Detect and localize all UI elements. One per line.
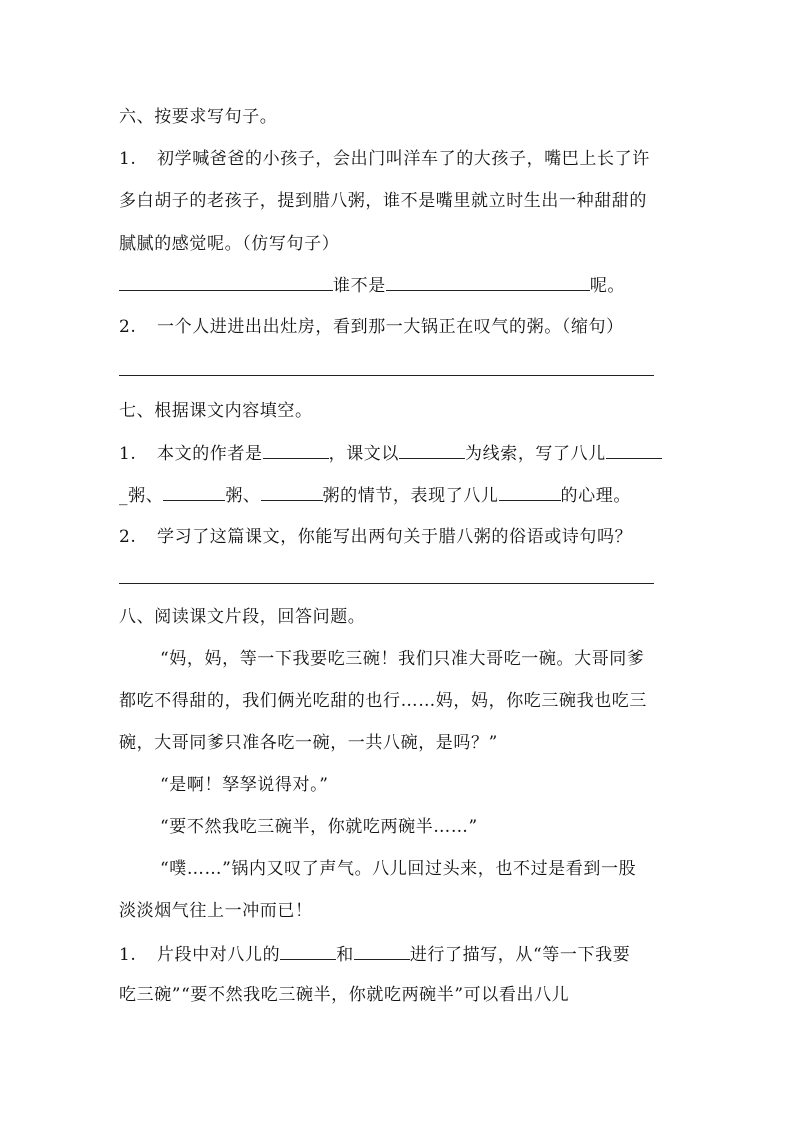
s6-q1-end-text: 呢。 (589, 276, 626, 296)
s7-q1-blank-plot-3[interactable] (261, 483, 323, 501)
s7-q1-text-f: 粥的情节，表现了八儿 (322, 486, 499, 506)
s7-q2-line (119, 526, 632, 548)
s6-q2-text: 一个人进进出出灶房，看到那一大锅正在叹气的粥。（缩句） (157, 317, 624, 337)
s7-q1-blank-plot-2[interactable] (163, 483, 225, 501)
s8-para3: “要不然我吃三碗半，你就吃两碗半……” (160, 817, 478, 837)
s7-q2-answer-line[interactable] (119, 583, 654, 584)
s8-para1-line3: 碗，大哥同爹只准各吃一碗，一共八碗，是吗？” (119, 733, 498, 753)
section-6-title: 六、按要求写句子。 (119, 107, 278, 127)
s6-q1-text-line3: 腻腻的感觉呢。（仿写句子） (119, 234, 340, 254)
s7-q1-line1 (119, 441, 662, 465)
s7-q1-text-g: 的心理。 (560, 486, 631, 506)
s6-q2-number: 2. (119, 317, 137, 337)
s8-para1-line1: “妈，妈，等一下我要吃三碗！我们只准大哥吃一碗。大哥同爹 (160, 649, 645, 669)
s8-q1-number: 1. (119, 945, 137, 965)
s6-q1-blank-1[interactable] (119, 273, 333, 291)
section-7-title: 七、根据课文内容填空。 (119, 401, 313, 421)
s7-q2-text: 学习了这篇课文，你能写出两句关于腊八粥的俗语或诗句吗？ (157, 527, 633, 547)
s6-q1-imitation-row (119, 273, 625, 297)
s7-q1-blank-mood[interactable] (499, 483, 561, 501)
s7-q2-number: 2. (119, 527, 137, 547)
s6-q1-line1 (119, 148, 650, 170)
s7-q1-blank-clue[interactable] (399, 441, 465, 459)
s7-q1-text-a: 本文的作者是 (157, 444, 263, 464)
s8-para2: “是啊！孥孥说得对。” (160, 775, 329, 795)
s6-q1-mid-text: 谁不是 (333, 276, 386, 296)
s8-para4-line1: “噗……”锅内又叹了声气。八儿回过头来，也不过是看到一股 (160, 859, 637, 879)
s6-q1-number: 1. (119, 149, 137, 169)
s8-para4-line2: 淡淡烟气往上一冲而已！ (119, 901, 313, 921)
s6-q1-blank-2[interactable] (386, 273, 590, 291)
s7-q1-blank-plot-1[interactable] (606, 441, 662, 459)
s6-q1-text-line2: 多白胡子的老孩子，提到腊八粥，谁不是嘴里就立时生出一种甜甜的 (119, 191, 647, 211)
s8-q1-line1 (119, 942, 630, 966)
s7-q1-text-c: 为线索，写了八儿 (465, 444, 606, 464)
s7-q1-text-d: _粥、 (119, 486, 164, 506)
s8-q1-blank-1[interactable] (280, 942, 336, 960)
s6-q2-answer-line[interactable] (119, 375, 654, 376)
s8-q1-text-a: 片段中对八儿的 (157, 945, 281, 965)
s8-q1-blank-2[interactable] (354, 942, 410, 960)
s7-q1-blank-author[interactable] (263, 441, 329, 459)
s8-q1-text-line2: 吃三碗”“要不然我吃三碗半，你就吃两碗半”可以看出八儿 (119, 985, 570, 1005)
s7-q1-text-e: 粥、 (225, 486, 261, 506)
s6-q2-line (119, 316, 624, 338)
s7-q1-line2 (119, 483, 631, 507)
s6-q1-text-line1: 初学喊爸爸的小孩子，会出门叫洋车了的大孩子，嘴巴上长了许 (157, 149, 650, 169)
s7-q1-number: 1. (119, 444, 137, 464)
section-8-title: 八、阅读课文片段，回答问题。 (119, 607, 366, 627)
s7-q1-text-b: ，课文以 (328, 444, 400, 464)
s8-q1-text-b: 和 (336, 945, 354, 965)
s8-para1-line2: 都吃不得甜的，我们俩光吃甜的也行……妈，妈，你吃三碗我也吃三 (119, 691, 647, 711)
s8-q1-text-c: 进行了描写，从“等一下我要 (409, 945, 631, 965)
